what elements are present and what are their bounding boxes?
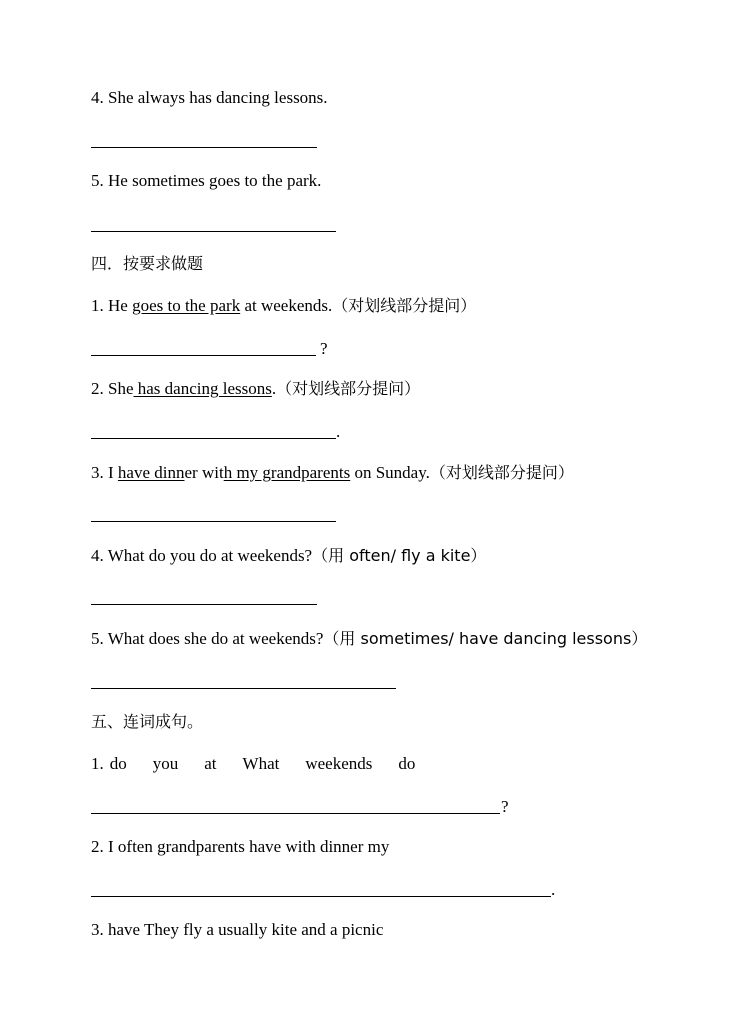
question-4-5: 5. What does she do at weekends?（用 sometimes/ have dancing lessons） [91,629,648,648]
word: do [398,754,416,773]
question-3-5: 5. He sometimes goes to the park. [91,171,322,190]
answer-blank-5-1[interactable] [91,813,500,814]
answer-blank-4-4[interactable] [91,604,317,605]
question-5-2: 2. I often grandparents have with dinner my [91,837,390,856]
answer-blank-5-2[interactable] [91,896,551,897]
answer-blank-3-4[interactable] [91,147,317,148]
question-4-3: 3. I have dinner with my grandparents on Sunday.（对划线部分提问） [91,463,574,482]
question-mark-5-1: ? [501,797,509,816]
section-5-heading: 五、连词成句。 [91,712,204,731]
answer-blank-4-5[interactable] [91,688,396,689]
question-4-2: 2. She has dancing lessons.（对划线部分提问） [91,379,421,398]
word: at [204,754,217,773]
question-number: 1. [91,754,104,773]
question-4-1: 1. He goes to the park at weekends.（对划线部分提问） [91,296,477,315]
question-mark-4-1: ? [320,339,328,358]
period-4-2: . [336,422,341,441]
answer-blank-3-5[interactable] [91,231,336,232]
word: you [152,754,179,773]
question-5-1 [91,754,441,774]
period-5-2: . [551,880,556,899]
section-4-heading: 四．按要求做题 [91,254,204,273]
answer-blank-4-2[interactable] [91,438,336,439]
question-4-4: 4. What do you do at weekends?（用 often/ fly a kite） [91,546,487,565]
question-3-4: 4. She always has dancing lessons. [91,88,328,107]
word: weekends [305,754,373,773]
word: do [109,754,127,773]
question-5-3: 3. have They fly a usually kite and a picnic [91,920,384,939]
answer-blank-4-3[interactable] [91,521,336,522]
answer-blank-4-1[interactable] [91,355,316,356]
word: What [242,754,280,773]
